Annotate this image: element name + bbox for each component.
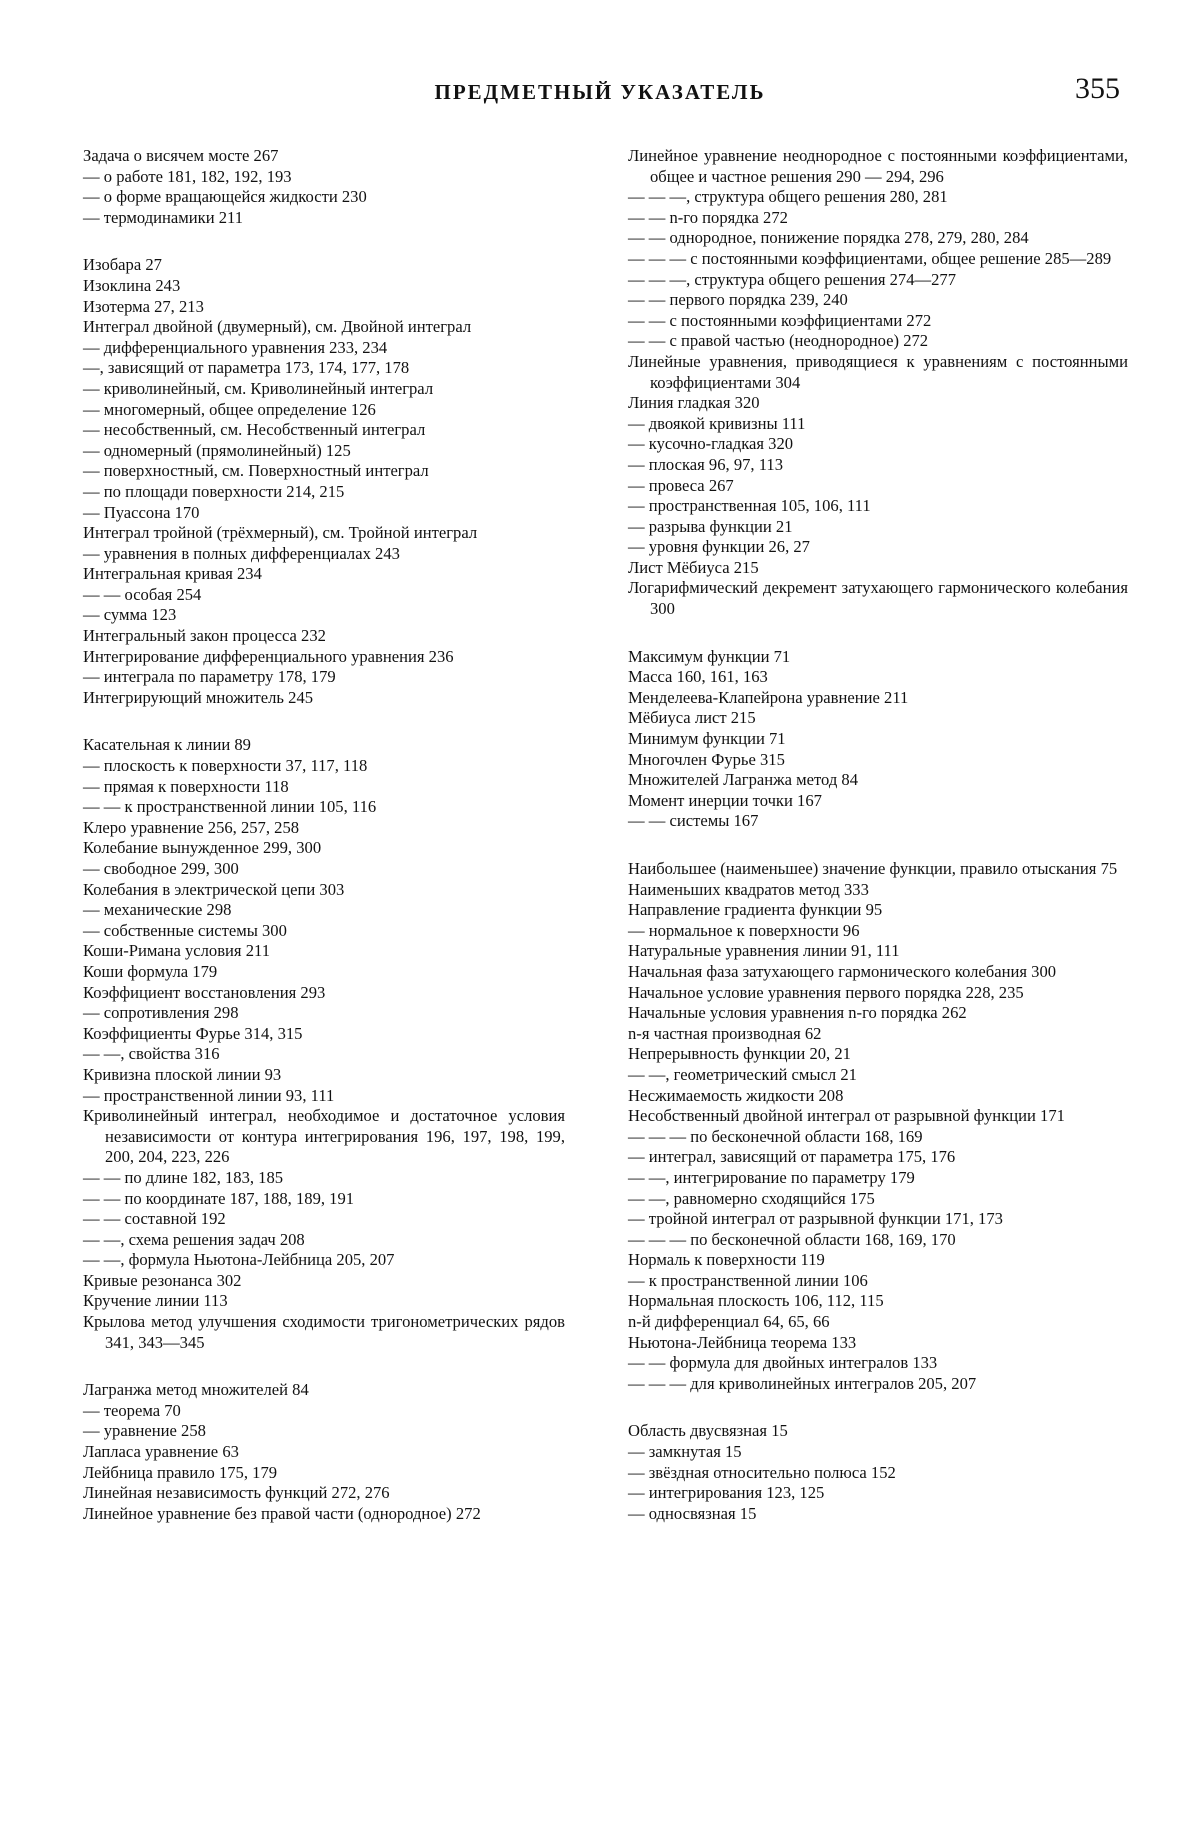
index-entry: — — по длине 182, 183, 185 [83, 1167, 284, 1187]
index-entry: n-я частная производная 62 [628, 1023, 822, 1043]
index-entry: Кривые резонанса 302 [83, 1270, 242, 1290]
index-entry: — одномерный (прямолинейный) 125 [83, 440, 351, 460]
index-entry: Натуральные уравнения линии 91, 111 [628, 941, 900, 961]
index-entry: Крылова метод улучшения сходимости тригонометрических рядов 341, 343—345 [83, 1312, 565, 1352]
index-entry: — плоскость к поверхности 37, 117, 118 [83, 756, 368, 776]
index-entry: Интегральная кривая 234 [83, 564, 262, 584]
index-entry: Линейная независимость функций 272, 276 [83, 1483, 390, 1503]
index-entry: — по площади поверхности 214, 215 [83, 481, 345, 501]
index-entry: — односвязная 15 [628, 1503, 757, 1523]
index-entry: n-й дифференциал 64, 65, 66 [628, 1312, 830, 1332]
index-entry: Начальное условие уравнения первого порядка 228, 235 [628, 982, 1024, 1002]
section-gap [628, 832, 1128, 859]
index-entry: Кручение линии 113 [83, 1291, 228, 1311]
index-entry: Масса 160, 161, 163 [628, 667, 768, 687]
section-gap [83, 708, 565, 735]
index-entry: Наименьших квадратов метод 333 [628, 879, 869, 899]
index-entry: — интегрирования 123, 125 [628, 1483, 825, 1503]
index-entry: — разрыва функции 21 [628, 516, 793, 536]
index-entry: Наибольшее (наименьшее) значение функции, правило отыскания 75 [628, 859, 1118, 878]
index-entry: Интегральный закон процесса 232 [83, 626, 326, 646]
index-entry: — — — с постоянными коэффициентами, общее решение 285—289 [628, 248, 1112, 268]
index-entry: Задача о висячем мосте 267 [83, 146, 279, 165]
index-entry: Линейное уравнение неоднородное с постоянными коэффициентами, общее и частное решения 290 — 294, 296 [628, 146, 1128, 186]
index-entry: Интегрирование дифференциального уравнения 236 [83, 646, 454, 666]
index-entry: — дифференциального уравнения 233, 234 [83, 337, 388, 357]
index-entry: Кривизна плоской линии 93 [83, 1064, 282, 1084]
index-entry: Несжимаемость жидкости 208 [628, 1085, 844, 1105]
index-entry: Область двусвязная 15 [628, 1421, 788, 1441]
index-entry: — пространственная 105, 106, 111 [628, 496, 871, 516]
index-entry: — — с постоянными коэффициентами 272 [628, 310, 932, 330]
index-entry: Клеро уравнение 256, 257, 258 [83, 817, 300, 837]
index-entry: Коэффициент восстановления 293 [83, 982, 326, 1002]
section-gap [628, 1394, 1128, 1421]
index-entry: — замкнутая 15 [628, 1442, 742, 1462]
index-entry: — собственные системы 300 [83, 920, 287, 940]
index-entry: Мёбиуса лист 215 [628, 708, 756, 728]
index-entry: Колебания в электрической цепи 303 [83, 879, 345, 899]
index-entry: Ньютона-Лейбница теорема 133 [628, 1332, 857, 1352]
index-entry: — —, геометрический смысл 21 [628, 1064, 857, 1084]
running-title: ПРЕДМЕТНЫЙ УКАЗАТЕЛЬ [434, 80, 766, 104]
index-entry: Направление градиента функции 95 [628, 900, 883, 920]
index-entry: — — первого порядка 239, 240 [628, 290, 848, 310]
index-entry: Начальные условия уравнения n-го порядка 262 [628, 1003, 967, 1023]
index-entry: — провеса 267 [628, 475, 734, 495]
index-entry: Коэффициенты Фурье 314, 315 [83, 1023, 303, 1043]
index-entry: — —, формула Ньютона-Лейбница 205, 207 [83, 1250, 395, 1270]
index-entry: Интеграл тройной (трёхмерный), см. Тройной интеграл [83, 523, 478, 543]
index-entry: Коши-Римана условия 211 [83, 941, 270, 961]
index-entry: — прямая к поверхности 118 [83, 776, 289, 796]
index-entry: — — — по бесконечной области 168, 169 [628, 1126, 923, 1146]
index-entry: Множителей Лагранжа метод 84 [628, 770, 859, 790]
index-entry: Изоклина 243 [83, 275, 181, 295]
index-entry: — уравнение 258 [83, 1421, 206, 1441]
index-entry: — поверхностный, см. Поверхностный интеграл [83, 461, 429, 481]
index-entry: — о форме вращающейся жидкости 230 [83, 187, 367, 207]
index-entry: — звёздная относительно полюса 152 [628, 1462, 896, 1482]
index-entry: — уровня функции 26, 27 [628, 537, 810, 557]
section-gap [628, 620, 1128, 647]
index-entry: — нормальное к поверхности 96 [628, 920, 860, 940]
index-entry: Изобара 27 [83, 255, 162, 275]
index-entry: — — составной 192 [83, 1209, 226, 1229]
index-entry: — — с правой частью (неоднородное) 272 [628, 331, 929, 351]
index-entry: — —, интегрирование по параметру 179 [628, 1167, 915, 1187]
index-entry: Касательная к линии 89 [83, 735, 251, 755]
index-entry: — интеграла по параметру 178, 179 [83, 667, 336, 687]
index-column-right [628, 146, 1128, 1524]
index-entry: — кусочно-гладкая 320 [628, 434, 794, 454]
index-entry: — интеграл, зависящий от параметра 175, 176 [628, 1147, 956, 1167]
index-entry: Интегрирующий множитель 245 [83, 687, 314, 707]
index-entry: Линейные уравнения, приводящиеся к уравнениям с постоянными коэффициентами 304 [628, 351, 1128, 392]
index-entry: — — —, структура общего решения 280, 281 [628, 187, 948, 207]
index-entry: Нормальная плоскость 106, 112, 115 [628, 1291, 884, 1311]
index-entry: Начальная фаза затухающего гармонического колебания 300 [628, 961, 1057, 981]
index-entry: — — формула для двойных интегралов 133 [628, 1353, 938, 1373]
index-entry: — — по координате 187, 188, 189, 191 [83, 1188, 355, 1208]
index-entry: — свободное 299, 300 [83, 859, 239, 878]
index-entry: Нормаль к поверхности 119 [628, 1250, 825, 1270]
index-entry: Несобственный двойной интеграл от разрывной функции 171 [628, 1106, 1065, 1126]
index-entry: — теорема 70 [83, 1400, 181, 1420]
index-entry: Максимум функции 71 [628, 646, 791, 666]
section-gap [83, 1353, 565, 1380]
index-entry: Колебание вынужденное 299, 300 [83, 838, 322, 858]
index-entry: — к пространственной линии 106 [628, 1270, 868, 1290]
index-entry: — — однородное, понижение порядка 278, 279, 280, 284 [628, 228, 1029, 248]
index-entry: — плоская 96, 97, 113 [628, 454, 783, 474]
index-entry: —, зависящий от параметра 173, 174, 177, 178 [83, 358, 410, 378]
index-entry: — термодинамики 211 [83, 207, 244, 227]
index-entry: — — n-го порядка 272 [628, 207, 788, 227]
index-entry: Многочлен Фурье 315 [628, 749, 785, 769]
index-entry: Лейбница правило 175, 179 [83, 1462, 278, 1482]
index-entry: — —, свойства 316 [83, 1044, 220, 1064]
index-entry: Криволинейный интеграл, необходимое и достаточное условия независимости от контура интегрирования 196, 197, 198, 199, 200, 204, 223, 226 [83, 1106, 565, 1167]
index-entry: Коши формула 179 [83, 961, 218, 981]
index-entry: — —, равномерно сходящийся 175 [628, 1188, 875, 1208]
index-entry: Лапласа уравнение 63 [83, 1442, 239, 1462]
index-entry: — — — для криволинейных интегралов 205, 207 [628, 1373, 977, 1393]
index-entry: — — —, структура общего решения 274—277 [628, 269, 956, 289]
index-entry: Интеграл двойной (двумерный), см. Двойной интеграл [83, 317, 472, 337]
index-entry: Линейное уравнение без правой части (однородное) 272 [83, 1503, 481, 1523]
index-entry: Изотерма 27, 213 [83, 296, 204, 316]
index-entry: — пространственной линии 93, 111 [83, 1085, 335, 1105]
index-entry: Непрерывность функции 20, 21 [628, 1044, 851, 1064]
index-entry: Лист Мёбиуса 215 [628, 557, 759, 577]
index-entry: — двоякой кривизны 111 [628, 413, 806, 433]
index-entry: Логарифмический декремент затухающего гармонического колебания 300 [628, 578, 1128, 619]
index-entry: — — особая 254 [83, 584, 202, 604]
index-entry: — тройной интеграл от разрывной функции 171, 173 [628, 1209, 1003, 1229]
index-entry: Момент инерции точки 167 [628, 790, 822, 810]
index-entry: — сопротивления 298 [83, 1003, 239, 1023]
section-gap [83, 228, 565, 255]
index-entry: — о работе 181, 182, 192, 193 [83, 166, 292, 186]
index-entry: Менделеева-Клапейрона уравнение 211 [628, 687, 909, 707]
index-column-left [83, 146, 565, 1524]
index-entry: — несобственный, см. Несобственный интеграл [83, 420, 426, 440]
index-entry: — механические 298 [83, 900, 232, 920]
index-entry: Минимум функции 71 [628, 729, 786, 749]
index-entry: Лагранжа метод множителей 84 [83, 1380, 309, 1400]
page-number: 355 [1075, 72, 1120, 105]
index-entry: — уравнения в полных дифференциалах 243 [83, 543, 400, 563]
index-entry: — сумма 123 [83, 605, 177, 625]
index-entry: — — — по бесконечной области 168, 169, 170 [628, 1229, 956, 1249]
index-entry: — —, схема решения задач 208 [83, 1229, 305, 1249]
index-entry: — криволинейный, см. Криволинейный интеграл [83, 378, 434, 398]
index-entry: — — системы 167 [628, 811, 759, 831]
index-entry: Линия гладкая 320 [628, 393, 760, 413]
page-header [80, 72, 1120, 112]
index-entry: — многомерный, общее определение 126 [83, 399, 376, 419]
index-entry: — — к пространственной линии 105, 116 [83, 797, 377, 817]
index-entry: — Пуассона 170 [83, 502, 200, 522]
